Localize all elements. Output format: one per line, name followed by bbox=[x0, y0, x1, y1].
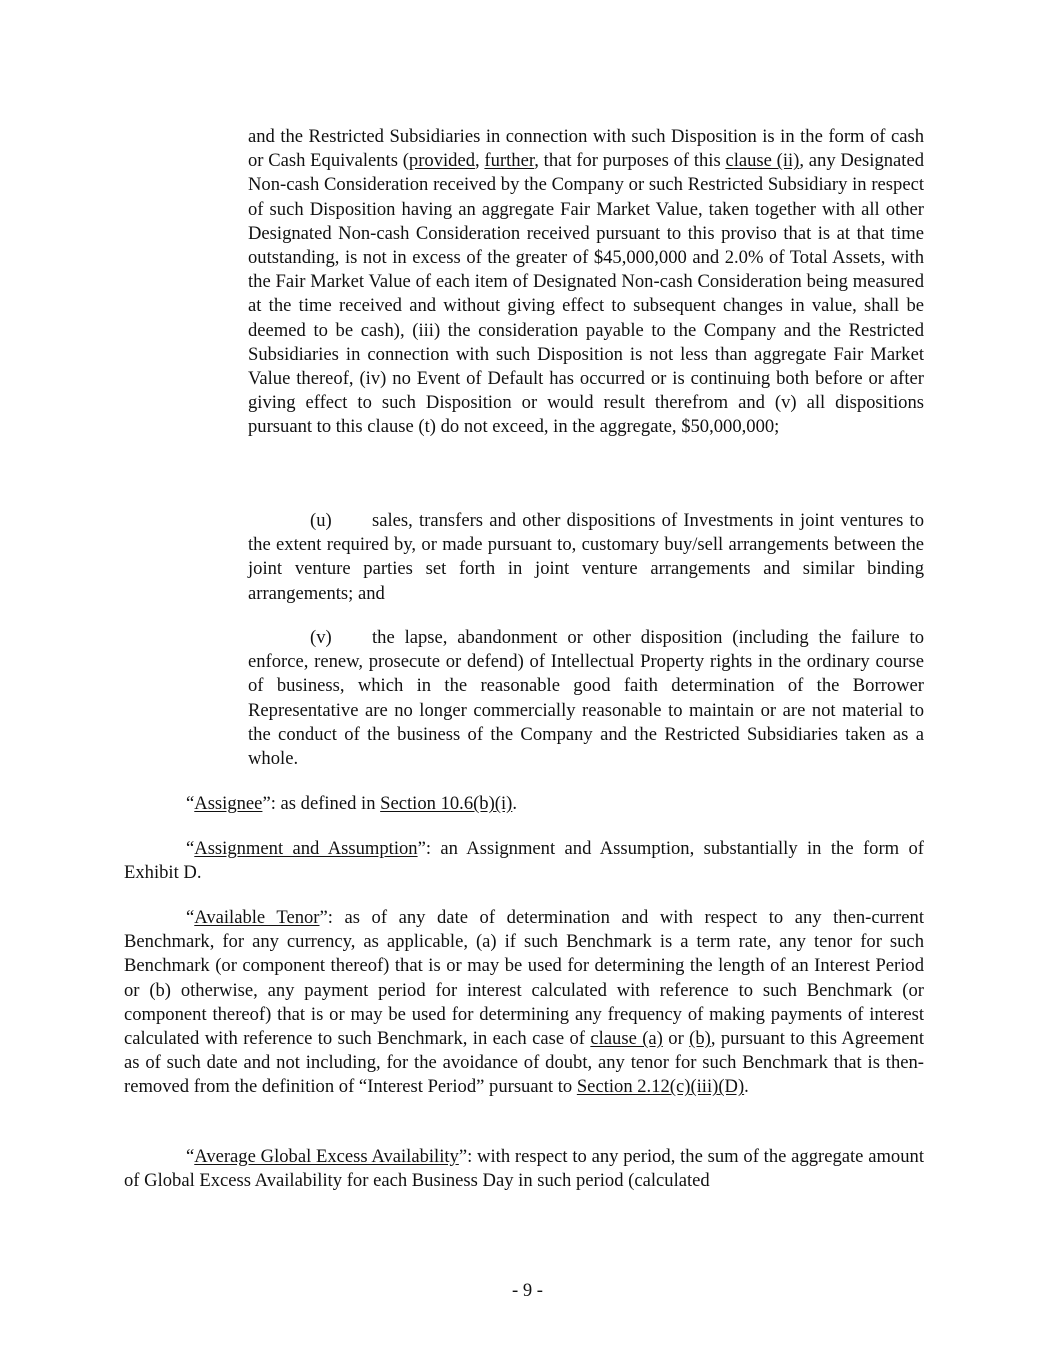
clause-u-label: (u) bbox=[310, 510, 332, 531]
clause-b-ref: (b) bbox=[689, 1028, 711, 1050]
clause-u-paragraph: (u) sales, transfers and other dispositions of Investments in joint ventures to the extent required by, or made pursuant to, customary buy/sell arrangements between the joint venture parties set forth in joint venture arrangements and similar binding arrangements; and bbox=[248, 510, 924, 604]
provided-term: provided bbox=[408, 150, 476, 172]
assignment-assumption-definition: “Assignment and Assumption”: an Assignment and Assumption, substantially in the form of Exhibit D. bbox=[124, 838, 924, 884]
clause-v-label: (v) bbox=[310, 627, 332, 648]
average-global-excess-availability-definition: “Average Global Excess Availability”: with respect to any period, the sum of the aggregate amount of Global Excess Availability for each Business Day in such period (calculated bbox=[124, 1146, 924, 1192]
clause-t-continuation: and the Restricted Subsidiaries in connection with such Disposition is in the form of cash or Cash Equivalents (provided, further, that for purposes of this clause (ii), any Designated Non-cash Consideration received by the Company or such Restricted Subsidiary in respect of such Disposition having an aggregate Fair Market Value, taken together with all other Designated Non-cash Consideration received pursuant to this proviso that is at that time outstanding, is not in excess of the greater of $45,000,000 and 2.0% of Total Assets, with the Fair Market Value of each item of Designated Non-cash Consideration being measured at the time received and without giving effect to subsequent changes in value, shall be deemed to be cash), (iii) the consideration payable to the Company and the Restricted Subsidiaries in connection with such Disposition is not less than aggregate Fair Market Value thereof, (iv) no Event of Default has occurred or is continuing both before or after giving effect to such Disposition or would result therefrom and (v) all dispositions pursuant to this clause (t) do not exceed, in the aggregate, $50,000,000; bbox=[248, 126, 925, 438]
section-2-12-ref: Section 2.12(c)(iii)(D) bbox=[576, 1076, 745, 1098]
section-10-6-ref: Section 10.6(b)(i) bbox=[380, 793, 513, 814]
clause-a-ref: clause (a) bbox=[590, 1028, 663, 1050]
assignee-term: Assignee bbox=[194, 793, 263, 814]
clause-ii-ref: clause (ii) bbox=[725, 150, 800, 172]
clause-v-paragraph: (v) the lapse, abandonment or other disposition (including the failure to enforce, renew, prosecute or defend) of Intellectual Property rights in the ordinary course of business, which in the reasonable good faith determination of the Borrower Representative are no longer commercially reasonable to maintain or are not material to the conduct of the business of the Company and the Restricted Subsidiaries taken as a whole. bbox=[248, 627, 924, 770]
assignee-definition: “Assignee”: as defined in Section 10.6(b)(i). bbox=[186, 793, 518, 814]
average-global-excess-availability-term: Average Global Excess Availability bbox=[194, 1146, 459, 1167]
available-tenor-term: Available Tenor bbox=[194, 907, 320, 928]
further-term: further bbox=[484, 150, 535, 172]
assignment-assumption-term: Assignment and Assumption bbox=[194, 838, 418, 859]
page-number: - 9 - bbox=[512, 1280, 543, 1301]
available-tenor-definition: “Available Tenor”: as of any date of determination and with respect to any then-current Benchmark, for any currency, as applicable, (a) if such Benchmark is a term rate, any tenor for such Benchmark (or component thereof) that is or may be used for determining the length of an Interest Period or (b) otherwise, any payment period for interest calculated with reference to such Benchmark (or component thereof) that is or may be used for determining any frequency of making payments of interest calculated with reference to such Benchmark, in each case of clause (a) or (b), pursuant to this Agreement as of such date and not including, for the avoidance of doubt, any tenor for such Benchmark that is then-removed from the definition of “Interest Period” pursuant to Section 2.12(c)(iii)(D). bbox=[124, 907, 924, 1098]
